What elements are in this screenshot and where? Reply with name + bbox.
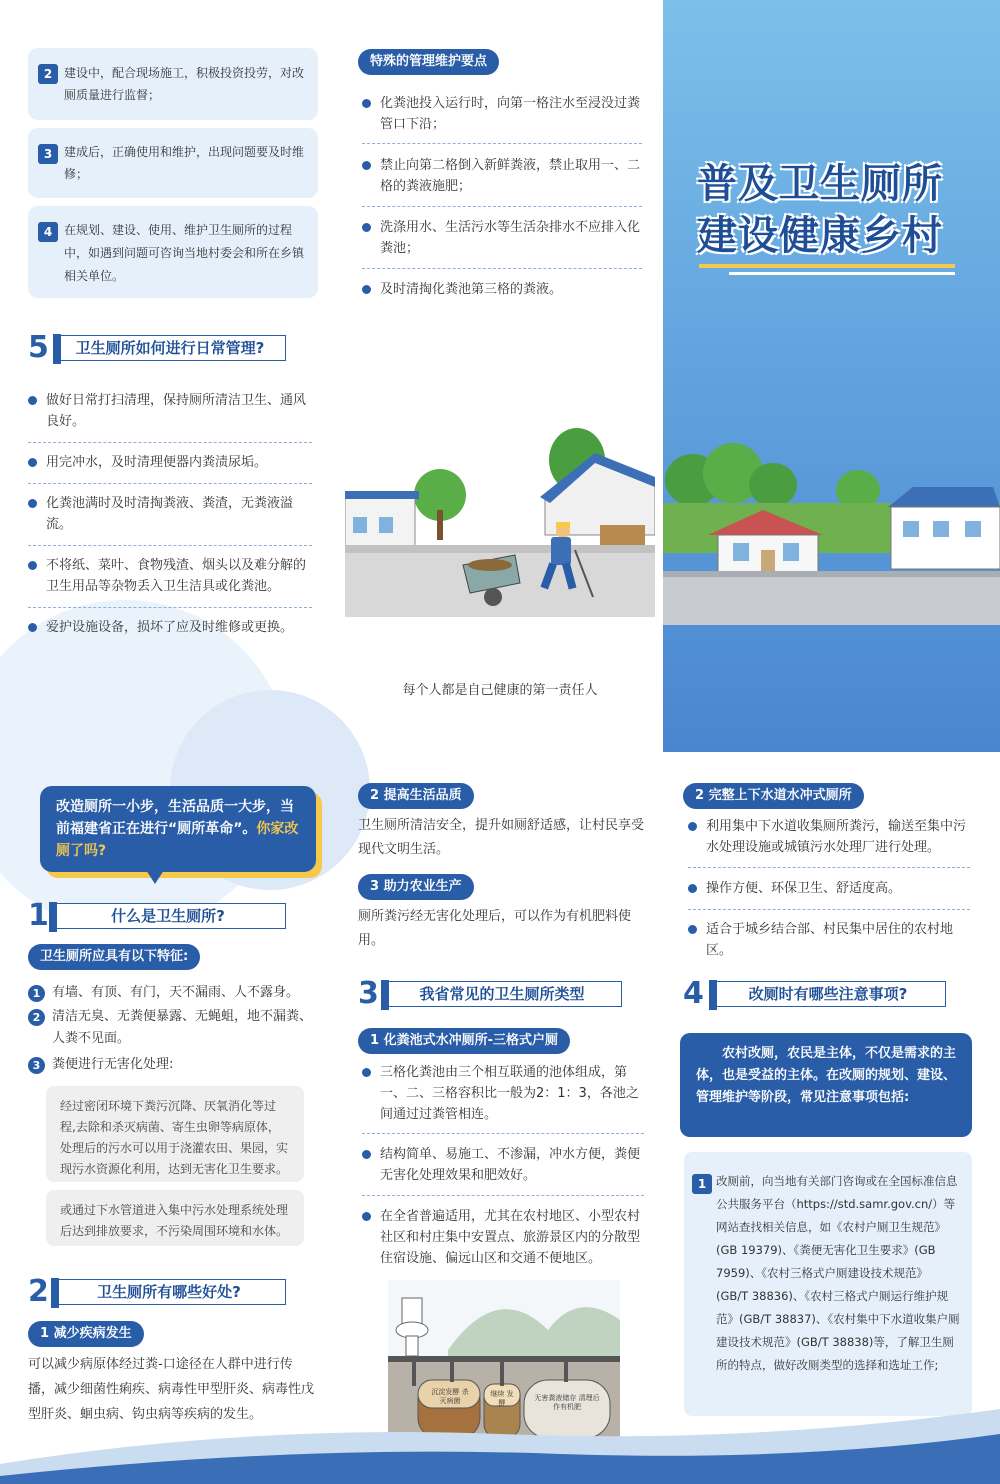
list-item: 不将纸、菜叶、食物残渣、烟头以及难分解的卫生用品等杂物丢入卫生洁具或化粪池。 (28, 555, 314, 597)
village-illustration (663, 425, 1000, 625)
speech-bubble (40, 786, 316, 872)
section-number: 3 (358, 976, 379, 1011)
section-title: 我省常见的卫生厕所类型 (382, 981, 622, 1007)
worker-illustration (345, 425, 655, 617)
step-card-4 (28, 206, 318, 298)
notice-text: 改厕前，向当地有关部门咨询或在全国标准信息公共服务平台（https://std.samr.gov.cn/）等网站查找相关信息，如《农村户厕卫生规范》(GB 19379)、《粪便无害化卫生要求》(GB 7959)、《农村三格式户厕建设技术规范》(GB/T 38836)、《农村三格式户厕运行维护规范》(GB/T 38837)、《农村集中下水道收集户厕建设技术规范》(GB/T 38838)等，了解卫生厕所的特点，做好改厕类型的选择和选址工作; (716, 1174, 960, 1372)
section-title: 什么是卫生厕所? (50, 903, 286, 929)
step-number: 2 (38, 64, 58, 84)
step-text: 在规划、建设、使用、维护卫生厕所的过程中，如遇到问题可咨询当地村委会和所在乡镇相关单位。 (64, 223, 305, 283)
benefit-pill: 1 减少疾病发生 (28, 1321, 144, 1347)
section-pill: 特殊的管理维护要点 (358, 49, 499, 75)
list-item: 洗涤用水、生活污水等生活杂排水不应排入化粪池； (362, 217, 644, 259)
list-item: 适合于城乡结合部、村民集中居住的农村地区。 (688, 919, 972, 961)
section-title: 卫生厕所如何进行日常管理? (54, 335, 286, 361)
feature-text: 粪便进行无害化处理: (52, 1057, 174, 1072)
item-number: 3 (28, 1057, 45, 1074)
decor-circle (0, 600, 290, 930)
list-item: 在全省普遍适用，尤其在农村地区、小型农村社区和村庄集中安置点、旅游景区内的分散型住宿设施、偏远山区和交通不便地区。 (362, 1206, 646, 1269)
list-item: 及时清掏化粪池第三格的粪液。 (362, 279, 644, 300)
step-card-3 (28, 128, 318, 198)
feature-text: 有墙、有顶、有门，天不漏雨、人不露身。 (52, 985, 300, 1000)
cover-panel (663, 0, 1000, 752)
benefit-text: 卫生厕所清洁安全，提升如厕舒适感，让村民享受现代文明生活。 (358, 818, 645, 857)
cover-title-line2: 建设健康乡村 (697, 213, 943, 259)
list-item: 结构简单、易施工、不渗漏，冲水方便，粪便无害化处理效果和肥效好。 (362, 1144, 646, 1186)
benefit-pill: 2 提高生活品质 (358, 783, 474, 809)
step-text: 建成后，正确使用和维护，出现问题要及时维修； (64, 145, 305, 181)
cover-underline-white (729, 272, 955, 275)
list-item: 爱护设施设备，损坏了应及时维修或更换。 (28, 617, 314, 638)
step-text: 建设中，配合现场施工，积极投资投劳，对改厕质量进行监督； (64, 66, 305, 102)
callout-box (680, 1033, 972, 1137)
cover-underline-yellow (699, 264, 955, 268)
bottom-wave (0, 1404, 1000, 1484)
list-item: 做好日常打扫清理，保持厕所清洁卫生、通风良好。 (28, 390, 314, 432)
section-title: 卫生厕所有哪些好处? (52, 1279, 286, 1305)
list-item: 化粪池投入运行时，向第一格注水至浸没过粪管口下沿； (362, 93, 644, 135)
callout-text: 农村改厕，农民是主体，不仅是需求的主体，也是受益的主体。在改厕的规划、建设、管理维护等阶段，常见注意事项包括: (696, 1046, 957, 1105)
list-item: 用完冲水，及时清理便器内粪渍尿垢。 (28, 452, 314, 473)
benefit-text: 可以减少病原体经过粪-口途径在人群中进行传播，减少细菌性痢疾、病毒性甲型肝炎、病毒性戊型肝炎、蛔虫病、钩虫病等疾病的发生。 (28, 1357, 315, 1422)
step-number: 3 (38, 144, 58, 164)
type-pill: 1 化粪池式水冲厕所-三格式户厕 (358, 1028, 570, 1054)
list-item: 操作方便、环保卫生、舒适度高。 (688, 878, 972, 899)
list-item: 禁止向第二格倒入新鲜粪液，禁止取用一、二格的粪液施肥； (362, 155, 644, 197)
info-box: 或通过下水管道进入集中污水处理系统处理后达到排放要求，不污染周围环境和水体。 (46, 1190, 304, 1246)
tank-label: 无害粪液储存 清理后作有机肥 (534, 1394, 600, 1411)
benefit-pill: 3 助力农业生产 (358, 874, 474, 900)
section-number: 4 (683, 976, 704, 1011)
section-number: 5 (28, 330, 49, 365)
section-number: 2 (28, 1274, 49, 1309)
benefit-text: 厕所粪污经无害化处理后，可以作为有机肥料使用。 (358, 909, 632, 948)
bubble-highlight: 你家改厕了吗? (56, 821, 299, 859)
feature-text: 清洁无臭、无粪便暴露、无蝇蛆，地不漏粪、人粪不见面。 (52, 1009, 313, 1046)
bubble-tail (146, 870, 164, 884)
item-number: 1 (28, 985, 45, 1002)
list-item: 三格化粪池由三个相互联通的池体组成，第一、二、三格容积比一般为2：1：3，各池之间通过过粪管相连。 (362, 1062, 646, 1125)
tank-label: 沉淀发酵 杀灭病菌 (431, 1388, 469, 1405)
list-item: 化粪池满时及时清掏粪液、粪渣，无粪液溢流。 (28, 493, 314, 535)
info-box: 经过密闭环境下粪污沉降、厌氧消化等过程,去除和杀灭病菌、寄生虫卵等病原体，处理后的污水可以用于浇灌农田、果园，实现污水资源化利用，达到无害化卫生要求。 (46, 1086, 304, 1182)
bubble-text: 改造厕所一小步，生活品质一大步，当前福建省正在进行“厕所革命”。 (56, 799, 294, 837)
notice-number: 1 (692, 1174, 712, 1194)
section-number: 1 (28, 898, 49, 933)
step-card-2 (28, 48, 318, 120)
cover-title-line1: 普及卫生厕所 (697, 161, 943, 207)
section-title: 改厕时有哪些注意事项? (710, 981, 946, 1007)
list-item: 利用集中下水道收集厕所粪污，输送至集中污水处理设施或城镇污水处理厂进行处理。 (688, 816, 972, 858)
type-pill: 2 完整上下水道水冲式厕所 (683, 783, 864, 809)
item-number: 2 (28, 1009, 45, 1026)
tank-label: 继续 发酵 (490, 1390, 514, 1407)
step-number: 4 (38, 222, 58, 242)
feature-pill: 卫生厕所应具有以下特征: (28, 944, 200, 970)
notice-card (684, 1152, 972, 1416)
caption: 每个人都是自己健康的第一责任人 (402, 683, 598, 698)
